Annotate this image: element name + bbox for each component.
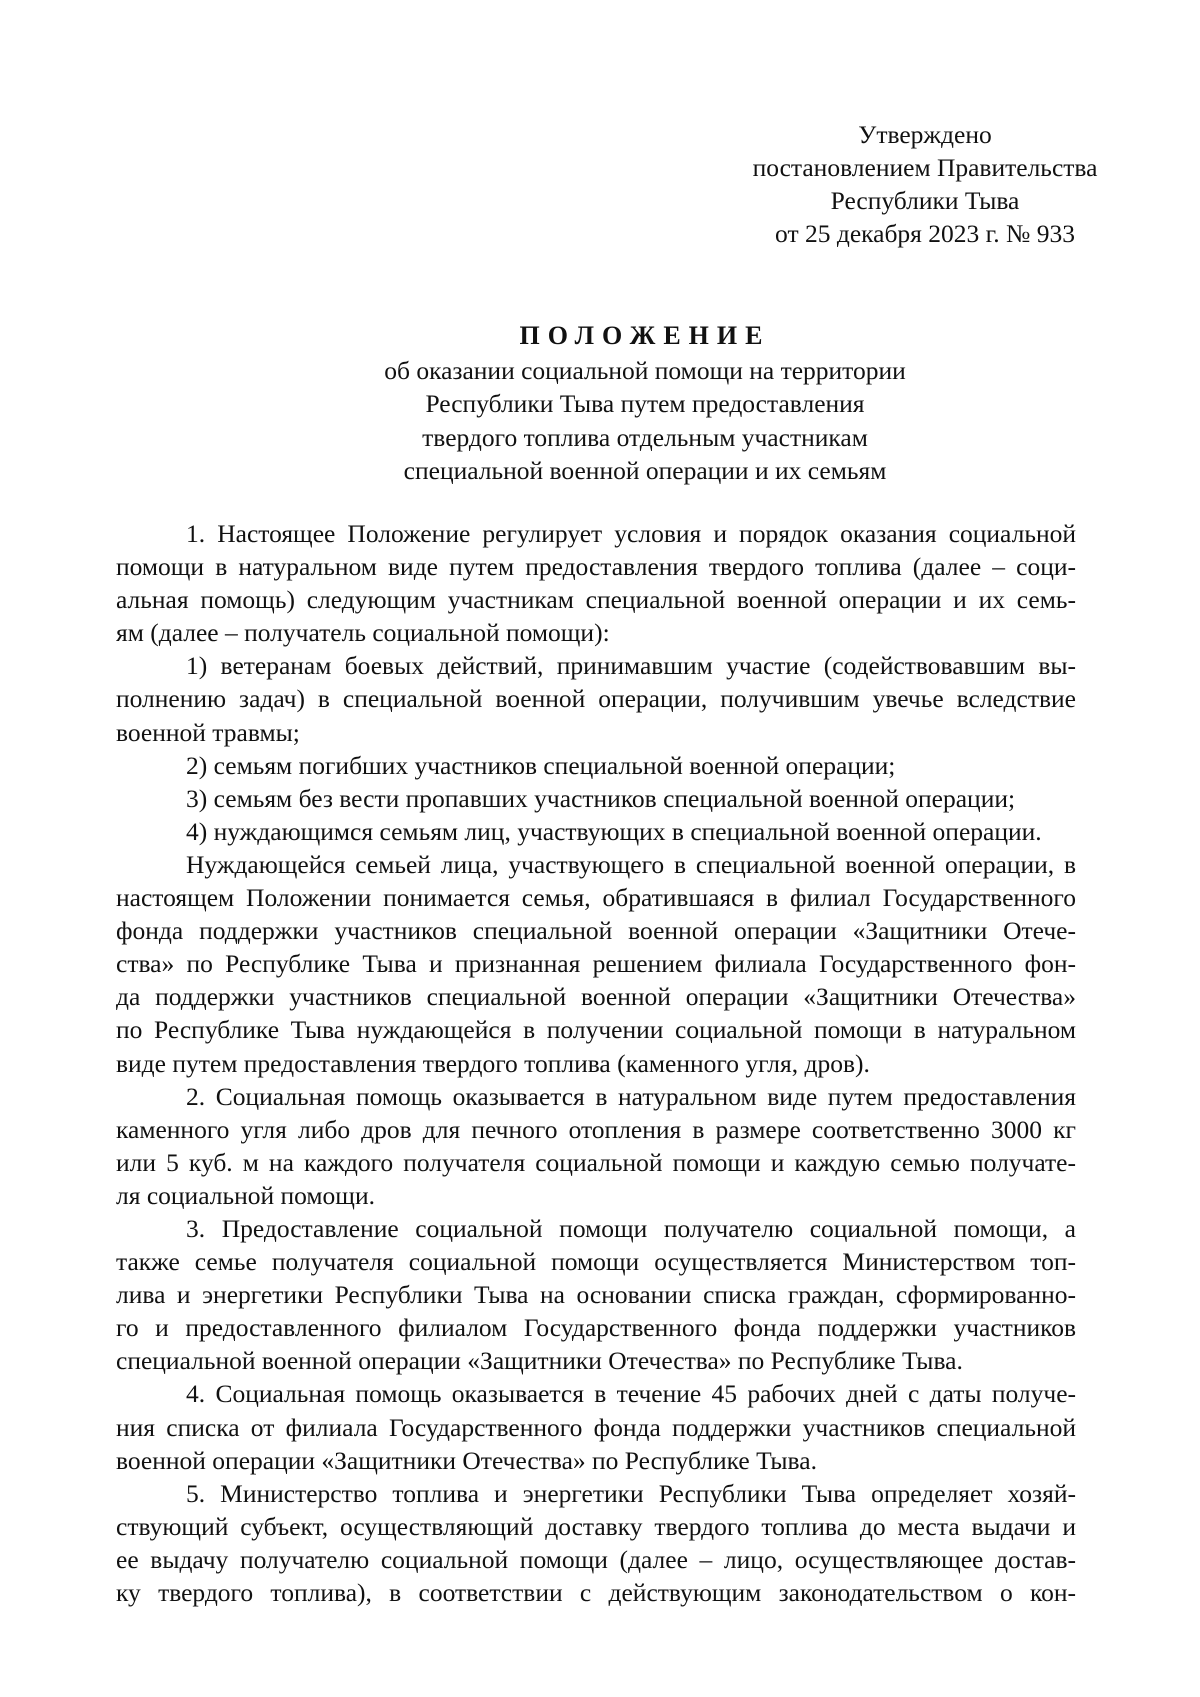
subtitle-line: твердого топлива отдельным участникам — [422, 422, 868, 452]
body-line: по Республике Тыва нуждающейся в получении социальной помощи в натуральном — [116, 1015, 1076, 1045]
approval-line: постановлением Правительства — [752, 153, 1098, 182]
subtitle-line: об оказании социальной помощи на территории — [384, 356, 906, 385]
subtitle-line: Республики Тыва путем предоставления — [425, 389, 865, 419]
body-line: 4. Социальная помощь оказывается в течение 45 рабочих дней с даты получе- — [186, 1379, 1076, 1409]
body-line: ее выдачу получателю социальной помощи (далее – лицо, осуществляющее достав- — [116, 1544, 1076, 1574]
body-line: лива и энергетики Республики Тыва на основании списка граждан, сформированно- — [116, 1280, 1076, 1310]
body-line: специальной военной операции «Защитники Отечества» по Республике Тыва. — [116, 1346, 963, 1376]
approval-line: Утверждено — [858, 120, 992, 149]
body-line: да поддержки участников специальной военной операции «Защитники Отечества» — [116, 982, 1076, 1012]
body-line: ства» по Республике Тыва и признанная решением филиала Государственного фон- — [116, 949, 1076, 979]
body-line: ствующий субъект, осуществляющий доставку твердого топлива до места выдачи и — [116, 1511, 1076, 1541]
body-line: ля социальной помощи. — [116, 1180, 375, 1210]
body-line: 1) ветеранам боевых действий, принимавшим участие (содействовавшим вы- — [186, 651, 1076, 681]
body-line: 3. Предоставление социальной помощи получателю социальной помощи, а — [186, 1213, 1076, 1243]
body-line: го и предоставленного филиалом Государственного фонда поддержки участников — [116, 1313, 1076, 1343]
body-line: настоящем Положении понимается семья, обратившаяся в филиал Государственного — [116, 883, 1076, 913]
document-title: ПОЛОЖЕНИЕ — [519, 321, 771, 350]
body-line: также семье получателя социальной помощи осуществляется Министерством топ- — [116, 1247, 1076, 1277]
body-line: 1. Настоящее Положение регулирует условия и порядок оказания социальной — [186, 519, 1076, 548]
body-line: 5. Министерство топлива и энергетики Республики Тыва определяет хозяй- — [186, 1478, 1076, 1508]
body-line: каменного угля либо дров для печного отопления в размере соответственно 3000 кг — [116, 1114, 1076, 1144]
body-line: виде путем предоставления твердого топлива (каменного угля, дров). — [116, 1048, 870, 1078]
body-line: военной травмы; — [116, 717, 300, 747]
body-line: ния списка от филиала Государственного фонда поддержки участников специальной — [116, 1412, 1076, 1442]
body-line: или 5 куб. м на каждого получателя социальной помощи и каждую семью получате- — [116, 1147, 1076, 1177]
document-subtitle — [0, 354, 1200, 487]
approval-line: от 25 декабря 2023 г. № 933 — [775, 219, 1075, 248]
approval-line: Республики Тыва — [830, 186, 1020, 215]
body-line: 2. Социальная помощь оказывается в натуральном виде путем предоставления — [186, 1081, 1076, 1111]
body-line: ку твердого топлива), в соответствии с действующим законодательством о кон- — [116, 1578, 1076, 1607]
body-line: 2) семьям погибших участников специальной военной операции; — [186, 750, 896, 780]
approval-block — [700, 118, 1150, 250]
body-line: Нуждающейся семьей лица, участвующего в специальной военной операции, в — [186, 849, 1076, 879]
body-line: ям (далее – получатель социальной помощи): — [116, 618, 610, 648]
body-line: альная помощь) следующим участникам специальной военной операции и их семь- — [116, 585, 1076, 615]
body-line: помощи в натуральном виде путем предоставления твердого топлива (далее – соци- — [116, 552, 1076, 582]
document-body — [116, 517, 1076, 1609]
body-line: военной операции «Защитники Отечества» по Республике Тыва. — [116, 1445, 817, 1475]
body-line: 3) семьям без вести пропавших участников специальной военной операции; — [186, 783, 1016, 813]
body-line: полнению задач) в специальной военной операции, получившим увечье вследствие — [116, 684, 1076, 714]
subtitle-line: специальной военной операции и их семьям — [403, 455, 887, 485]
body-line: 4) нуждающимся семьям лиц, участвующих в специальной военной операции. — [186, 816, 1042, 846]
body-line: фонда поддержки участников специальной военной операции «Защитники Отече- — [116, 916, 1076, 946]
